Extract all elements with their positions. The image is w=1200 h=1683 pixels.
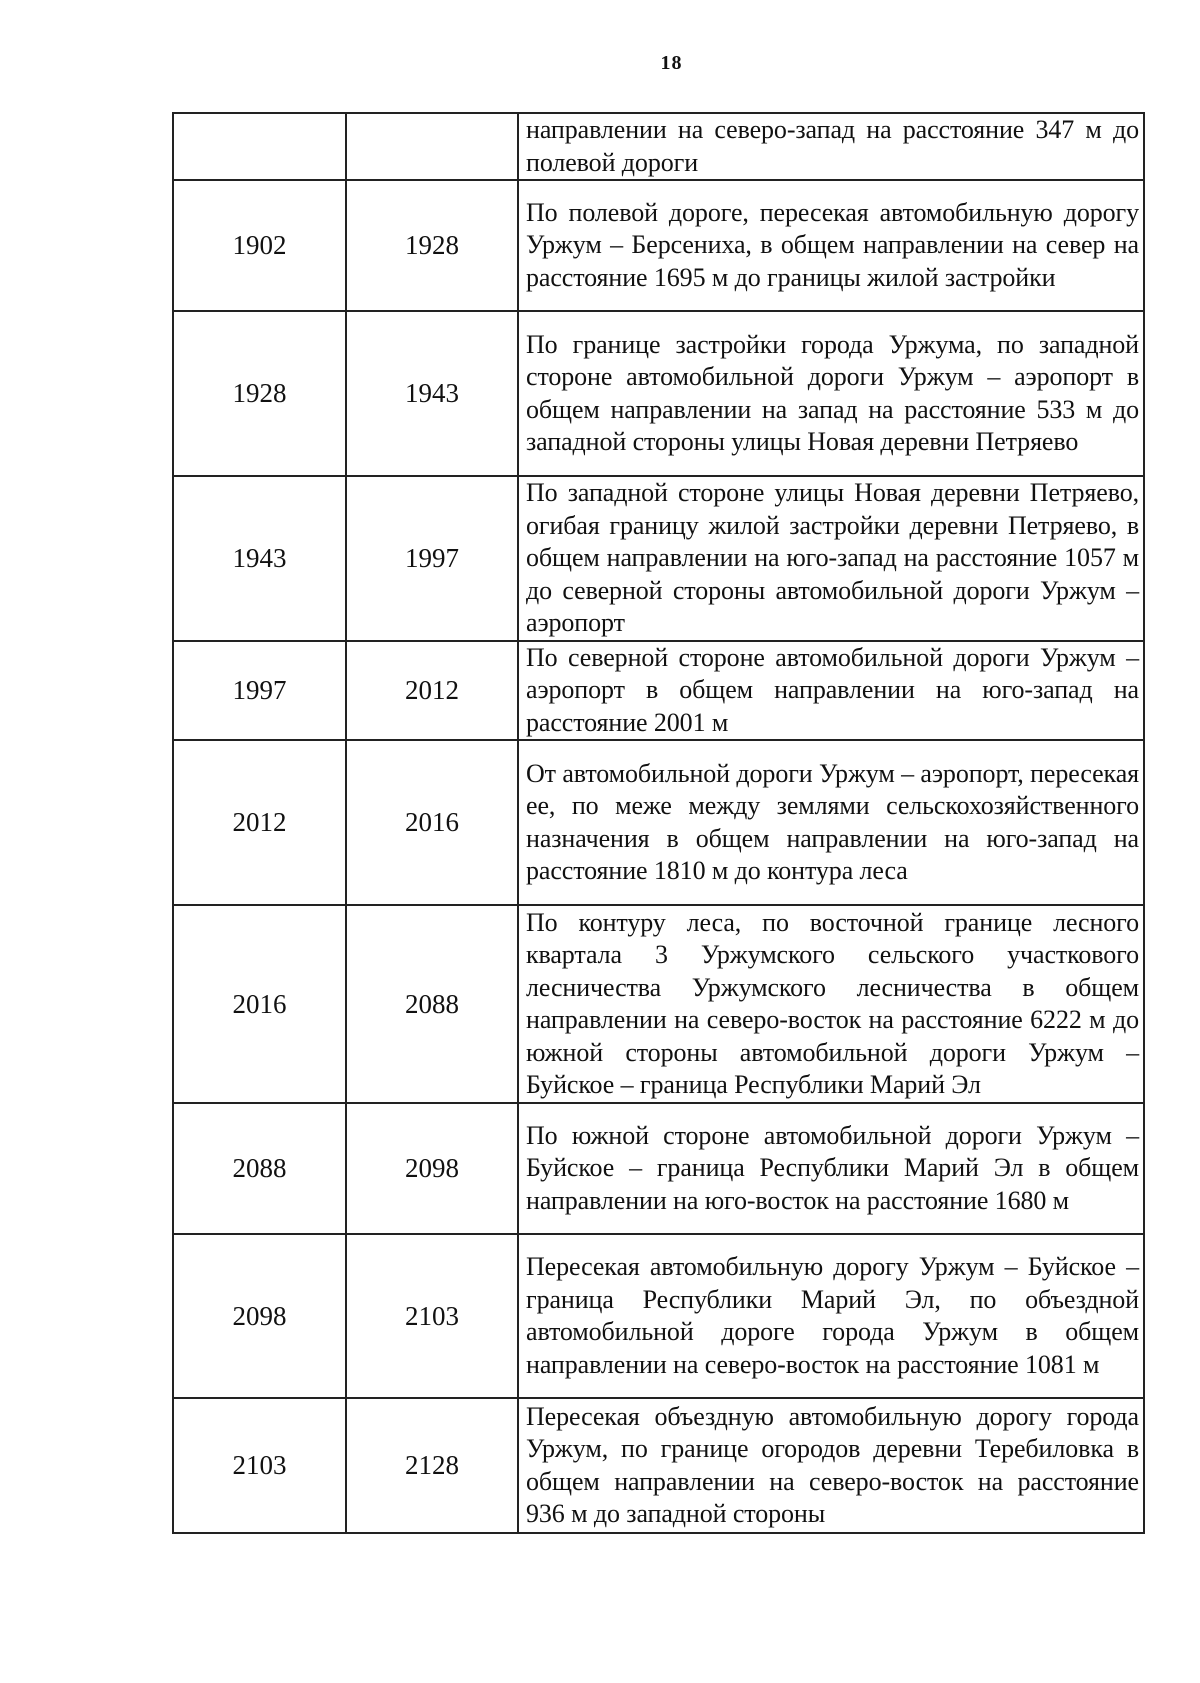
description-cell: По западной стороне улицы Новая деревни Петряево, огибая границу жилой застройки деревни Петряево, в общем направлении на юго-запад на расстояние 1057 м до северной стороны автомобильной дороги Уржум – аэропорт [518,476,1144,641]
to-point-cell: 2098 [346,1103,518,1234]
description-cell: По границе застройки города Уржума, по западной стороне автомобильной дороги Уржум – аэропорт в общем направлении на запад на расстояние 533 м до западной стороны улицы Новая деревни Петряево [518,311,1144,476]
to-point-cell: 2088 [346,905,518,1103]
from-point-cell [173,113,346,180]
boundary-description-table [172,112,1145,1534]
table-row [173,641,1144,741]
to-point-cell: 2012 [346,641,518,741]
from-point-cell: 1997 [173,641,346,741]
description-cell: По северной стороне автомобильной дороги Уржум – аэропорт в общем направлении на юго-запад на расстояние 2001 м [518,641,1144,741]
table-row [173,311,1144,476]
to-point-cell: 1928 [346,180,518,311]
from-point-cell: 2012 [173,740,346,905]
description-cell: По южной стороне автомобильной дороги Уржум – Буйское – граница Республики Марий Эл в общем направлении на юго-восток на расстояние 1680 м [518,1103,1144,1234]
to-point-cell: 2016 [346,740,518,905]
to-point-cell [346,113,518,180]
table-row [173,905,1144,1103]
to-point-cell: 2103 [346,1234,518,1398]
description-cell: Пересекая объездную автомобильную дорогу города Уржум, по границе огородов деревни Теребиловка в общем направлении на северо-восток на расстояние 936 м до западной стороны [518,1398,1144,1533]
table-row [173,180,1144,311]
table-row [173,476,1144,641]
to-point-cell: 1943 [346,311,518,476]
to-point-cell: 1997 [346,476,518,641]
to-point-cell: 2128 [346,1398,518,1533]
description-cell: От автомобильной дороги Уржум – аэропорт, пересекая ее, по меже между землями сельскохозяйственного назначения в общем направлении на юго-запад на расстояние 1810 м до контура леса [518,740,1144,905]
from-point-cell: 1943 [173,476,346,641]
page-number: 18 [660,52,683,74]
from-point-cell: 2016 [173,905,346,1103]
from-point-cell: 1928 [173,311,346,476]
table-row [173,1234,1144,1398]
from-point-cell: 2098 [173,1234,346,1398]
description-cell: По контуру леса, по восточной границе лесного квартала 3 Уржумского сельского участкового лесничества Уржумского лесничества в общем направлении на северо-восток на расстояние 6222 м до южной стороны автомобильной дороги Уржум – Буйское – граница Республики Марий Эл [518,905,1144,1103]
from-point-cell: 2103 [173,1398,346,1533]
description-cell: По полевой дороге, пересекая автомобильную дорогу Уржум – Берсениха, в общем направлении на север на расстояние 1695 м до границы жилой застройки [518,180,1144,311]
description-cell: Пересекая автомобильную дорогу Уржум – Буйское – граница Республики Марий Эл, по объездной автомобильной дороге города Уржум в общем направлении на северо-восток на расстояние 1081 м [518,1234,1144,1398]
from-point-cell: 1902 [173,180,346,311]
table-row [173,1398,1144,1533]
table-row [173,113,1144,180]
table-row [173,740,1144,905]
description-cell: направлении на северо-запад на расстояние 347 м до полевой дороги [518,113,1144,180]
from-point-cell: 2088 [173,1103,346,1234]
table-row [173,1103,1144,1234]
